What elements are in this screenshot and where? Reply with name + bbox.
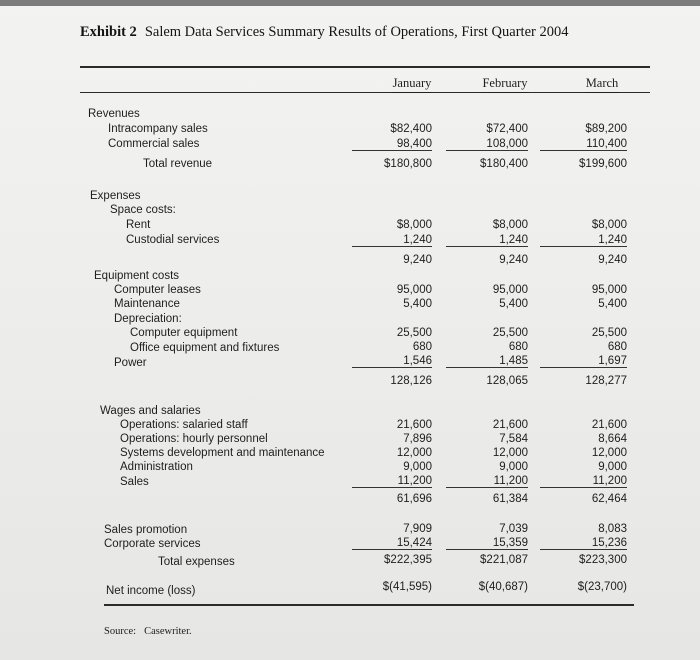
value-computer-equipment-mar: 25,500 (591, 327, 627, 339)
value-corporate-services-feb: 15,359 (446, 537, 528, 550)
label-administration: Administration (120, 461, 193, 473)
value-maintenance-mar: 5,400 (598, 298, 627, 310)
value-net-income-mar: $(23,700) (577, 581, 627, 593)
value-administration-jan: 9,000 (403, 461, 432, 473)
label-computer-leases: Computer leases (114, 284, 201, 296)
value-sales-promotion-mar: 8,083 (598, 523, 627, 535)
label-custodial: Custodial services (126, 234, 220, 246)
value-custodial-mar: 1,240 (540, 234, 627, 247)
value-total-expenses-feb: $221,087 (480, 554, 528, 566)
value-space-total-jan: 9,240 (403, 254, 432, 266)
value-total-revenue-jan: $180,800 (384, 158, 432, 170)
label-corporate-services: Corporate services (104, 538, 201, 550)
value-wages-total-mar: 62,464 (591, 493, 627, 505)
value-office-equipment-jan: 680 (412, 341, 432, 353)
label-maintenance: Maintenance (114, 298, 180, 310)
value-sales-feb: 11,200 (446, 475, 528, 488)
value-space-total-feb: 9,240 (499, 254, 528, 266)
value-administration-mar: 9,000 (598, 461, 627, 473)
value-total-revenue-mar: $199,600 (579, 158, 627, 170)
value-wages-total-feb: 61,384 (492, 493, 528, 505)
column-header-january: January (362, 76, 462, 93)
value-rent-feb: $8,000 (492, 219, 528, 231)
value-custodial-feb: 1,240 (446, 234, 528, 247)
value-ops-salaried-feb: 21,600 (492, 419, 528, 431)
value-equipment-total-mar: 128,277 (585, 375, 627, 387)
top-band (0, 0, 700, 6)
value-systems-dev-mar: 12,000 (591, 447, 627, 459)
label-power: Power (114, 357, 147, 369)
value-sales-promotion-jan: 7,909 (403, 523, 432, 535)
value-corporate-services-mar: 15,236 (540, 537, 627, 550)
label-depreciation: Depreciation: (114, 313, 182, 325)
value-computer-equipment-feb: 25,500 (492, 327, 528, 339)
exhibit-title (80, 24, 568, 41)
value-total-revenue-feb: $180,400 (480, 158, 528, 170)
column-header-march: March (552, 76, 652, 93)
bottom-rule (104, 604, 634, 606)
label-expenses: Expenses (90, 190, 141, 202)
value-equipment-total-feb: 128,065 (486, 375, 528, 387)
value-sales-jan: 11,200 (352, 475, 432, 488)
label-computer-equipment: Computer equipment (130, 327, 238, 339)
value-sales-promotion-feb: 7,039 (499, 523, 528, 535)
source-text: Casewriter. (144, 626, 192, 637)
source-label: Source: (104, 626, 137, 637)
label-sales-promotion: Sales promotion (104, 524, 188, 536)
value-intracompany-feb: $72,400 (486, 123, 528, 135)
label-wages: Wages and salaries (100, 405, 201, 417)
value-systems-dev-jan: 12,000 (396, 447, 432, 459)
label-commercial: Commercial sales (108, 138, 200, 150)
value-commercial-mar: 110,400 (540, 138, 627, 151)
value-intracompany-mar: $89,200 (585, 123, 627, 135)
value-power-jan: 1,546 (352, 355, 432, 368)
value-commercial-jan: 98,400 (352, 138, 432, 151)
value-space-total-mar: 9,240 (598, 254, 627, 266)
value-computer-equipment-jan: 25,500 (396, 327, 432, 339)
value-maintenance-jan: 5,400 (403, 298, 432, 310)
value-computer-leases-jan: 95,000 (396, 284, 432, 296)
label-ops-salaried: Operations: salaried staff (120, 419, 248, 431)
value-maintenance-feb: 5,400 (499, 298, 528, 310)
value-custodial-jan: 1,240 (352, 234, 432, 247)
value-sales-mar: 11,200 (540, 475, 627, 488)
value-total-expenses-mar: $223,300 (579, 554, 627, 566)
value-office-equipment-feb: 680 (508, 341, 528, 353)
value-net-income-jan: $(41,595) (382, 581, 432, 593)
value-wages-total-jan: 61,696 (396, 493, 432, 505)
label-total-revenue: Total revenue (143, 158, 213, 170)
exhibit-heading: Salem Data Services Summary Results of Operations, First Quarter 2004 (144, 24, 569, 40)
value-net-income-feb: $(40,687) (478, 581, 528, 593)
value-intracompany-jan: $82,400 (390, 123, 432, 135)
value-computer-leases-mar: 95,000 (591, 284, 627, 296)
value-office-equipment-mar: 680 (607, 341, 627, 353)
label-net-income: Net income (loss) (106, 585, 196, 597)
label-total-expenses: Total expenses (158, 556, 235, 568)
value-ops-salaried-mar: 21,600 (591, 419, 627, 431)
value-computer-leases-feb: 95,000 (492, 284, 528, 296)
label-equipment-costs: Equipment costs (94, 270, 180, 282)
label-rent: Rent (126, 219, 151, 231)
label-office-equipment: Office equipment and fixtures (130, 342, 280, 354)
exhibit-label: Exhibit 2 (80, 24, 137, 40)
value-ops-salaried-jan: 21,600 (396, 419, 432, 431)
value-administration-feb: 9,000 (499, 461, 528, 473)
label-sales: Sales (120, 476, 149, 488)
value-corporate-services-jan: 15,424 (352, 537, 432, 550)
value-commercial-feb: 108,000 (446, 138, 528, 151)
value-ops-hourly-jan: 7,896 (403, 433, 432, 445)
label-ops-hourly: Operations: hourly personnel (120, 433, 268, 445)
value-equipment-total-jan: 128,126 (390, 375, 432, 387)
source-note (104, 626, 192, 637)
value-total-expenses-jan: $222,395 (384, 554, 432, 566)
top-rule (80, 66, 650, 68)
value-rent-jan: $8,000 (396, 219, 432, 231)
label-intracompany: Intracompany sales (108, 123, 208, 135)
value-power-mar: 1,697 (540, 355, 627, 368)
label-systems-dev: Systems development and maintenance (120, 447, 325, 459)
value-rent-mar: $8,000 (591, 219, 627, 231)
value-ops-hourly-feb: 7,584 (499, 433, 528, 445)
label-revenues: Revenues (88, 108, 140, 120)
value-power-feb: 1,485 (446, 355, 528, 368)
value-ops-hourly-mar: 8,664 (598, 433, 627, 445)
value-systems-dev-feb: 12,000 (492, 447, 528, 459)
column-header-february: February (455, 76, 555, 93)
label-space-costs: Space costs: (110, 204, 176, 216)
